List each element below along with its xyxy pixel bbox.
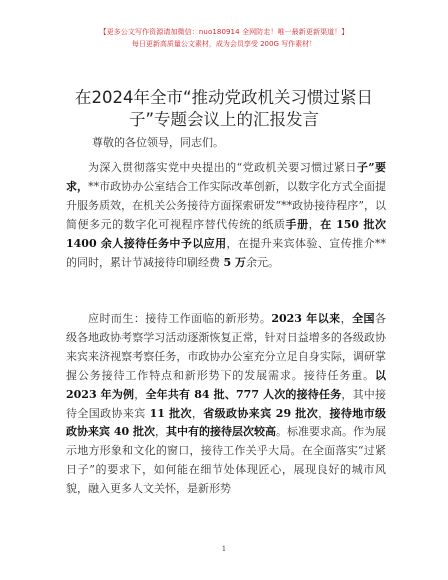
document-title [60,87,388,131]
p2-text-4: ， [134,387,146,401]
p2-text-2: ， [340,312,353,325]
p1-bold-requirement: 子”要求， [66,161,387,193]
p2-bold-example: 以 2023 年为例 [66,368,386,401]
p2-text-3: 各级各地政协考察学习活动逐渐恢复正常，针对日益增多的各级政协来宾来济视察考察任务，市政协办公室充分立足自身实际，调研掌握公务接待工作特点和新形势下的发展需求。接待任务重。 [66,312,387,382]
title-line-1: 在2024年全市“推动党政机关习惯过紧日 [74,88,374,107]
p2-bold-since-2023: 2023 年以来 [271,312,341,325]
p2-text-9: 。标准要求高。作为展示地方形象和文化的窗口，接待工作关乎大局。在全面落实“过紧日子”的要求下，如何能在细节处体现匠心，展现良好的城市风貌，融入更多人文关怀，是新形势 [66,425,387,496]
p2-text-6: ， [191,406,204,420]
p1-text-3: ， [308,217,321,231]
p2-text-8: ， [154,425,166,439]
promo-banner-line-2: 每日更新高质量公文素材，成为会员享受 200G 写作素材！ [131,40,317,48]
title-line-2: 子”专题会议上的汇报发言 [128,110,320,129]
p2-bold-municipal: 接待地市级政协来宾 40 批次 [66,406,387,439]
p1-text-4: ，在提升来宾体验、宣传推介**的同时，累计节减接待印刷经费 [66,236,386,269]
p1-text-1: 为深入贯彻落实党中央提出的“党政机关要习惯过紧日 [88,161,357,174]
p2-text-5: ，其中接待全国政协来宾 [66,387,387,420]
p2-text-7: ， [318,406,330,420]
p1-text-2: **市政协办公室结合工作实际改革创新，以数字化方式全面提升服务质效，在机关公务接待方面探索研发“**政协接待程序”，以简便多元的数字化可视程序替代传统的纸质 [66,179,387,231]
p2-bold-annual-total: 全年共有 84 批、777 人次的接待任务 [145,387,342,401]
promo-banner-line-1: 【更多公文写作资源请加微信：nuo180914 全网防走！唯一最新更新渠道！】 [99,28,349,36]
paragraph-1 [66,159,386,272]
p2-text-1: 应时而生：接待工作面临的新形势。 [88,312,272,325]
p1-bold-savings: 5 万 [223,255,246,269]
p1-text-5: 余元。 [245,255,279,269]
p2-bold-national: 全国 [352,312,376,325]
salutation: 尊敬的各位领导，同志们。 [92,136,224,149]
p2-bold-national-batches: 11 批次 [149,406,192,420]
p2-bold-high-level: 其中有的接待层次较高 [166,425,277,439]
p1-bold-manual: 手册 [285,217,309,231]
paragraph-2 [66,310,386,499]
p2-bold-provincial: 省级政协来宾 29 批次 [203,406,319,420]
p1-bold-applied: 在 150 批次 1400 余人接待任务中予以应用 [66,217,387,250]
page-number: 1 [221,545,227,553]
